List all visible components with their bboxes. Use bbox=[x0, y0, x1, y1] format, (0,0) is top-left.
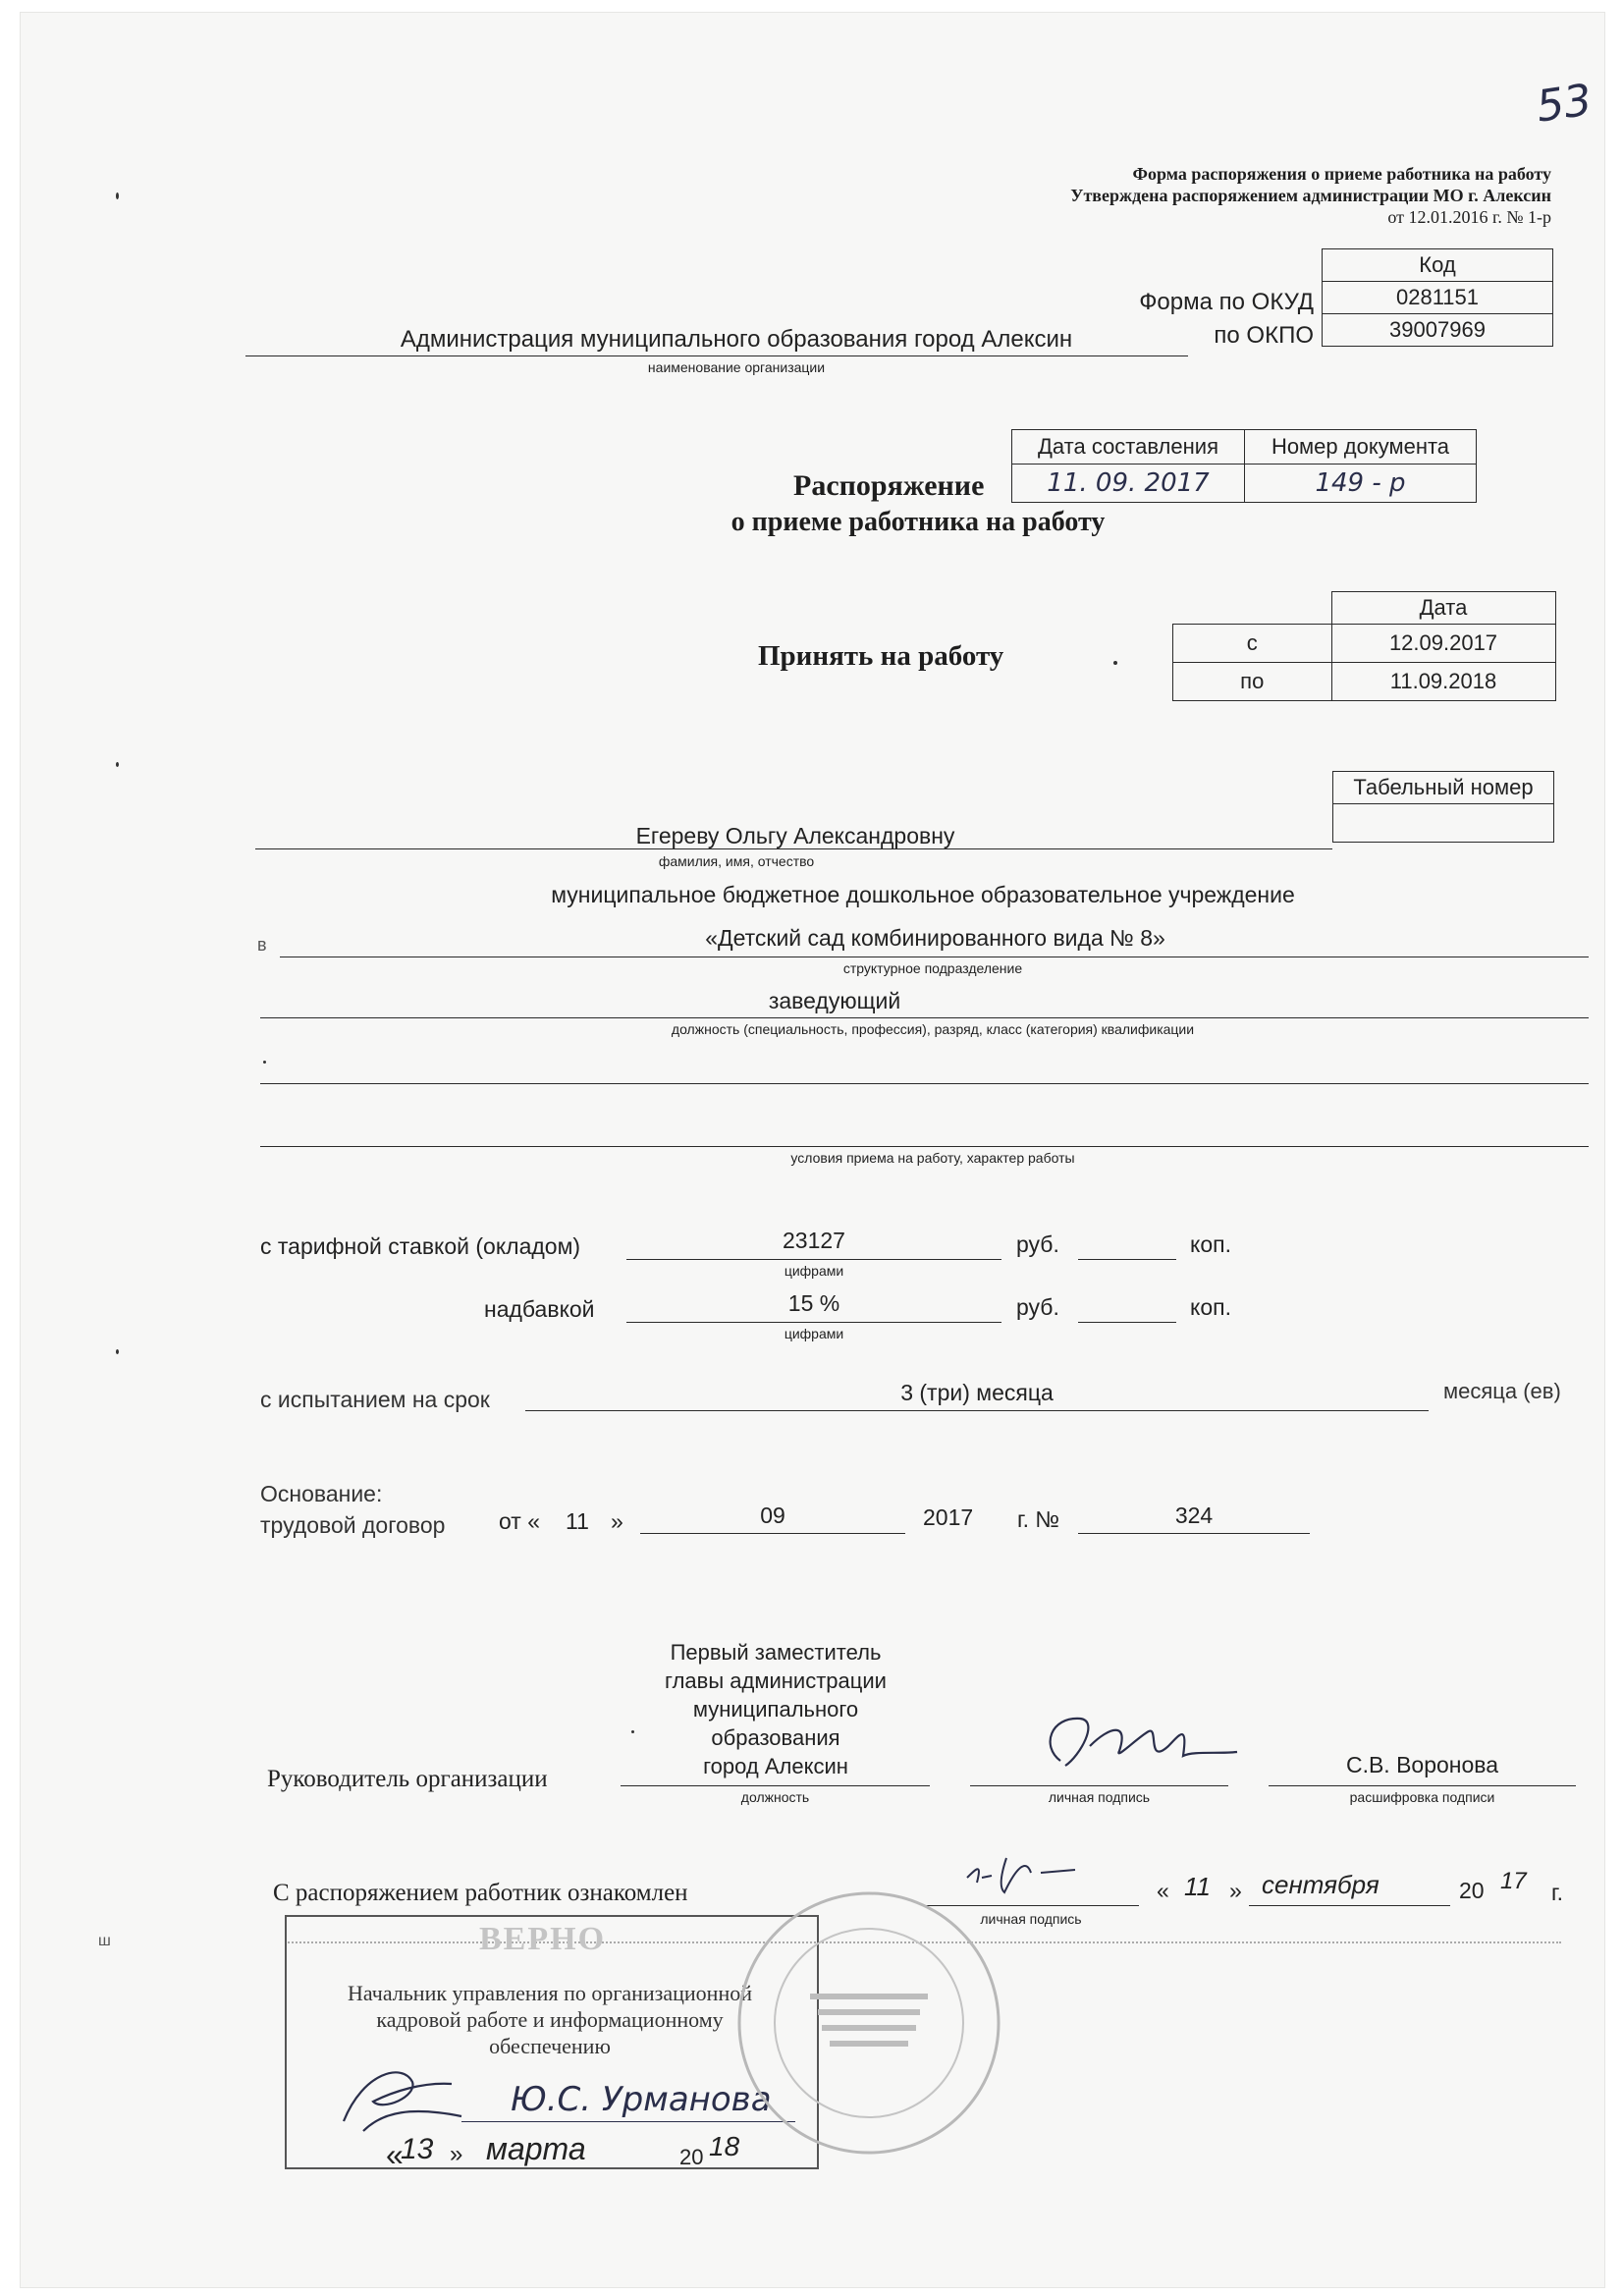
head-name-caption: расшифровка подписи bbox=[1349, 1789, 1495, 1805]
doc-number-header: Номер документа bbox=[1245, 430, 1477, 465]
stamp-verno: ВЕРНО bbox=[479, 1921, 607, 1957]
rate-value: 23127 bbox=[783, 1228, 845, 1253]
page-number: 53 bbox=[1533, 75, 1596, 133]
conditions-line-2 bbox=[260, 1146, 1589, 1147]
unit-caption: структурное подразделение bbox=[842, 960, 1023, 976]
acquaint-month: сентября bbox=[1262, 1870, 1380, 1899]
organization-caption: наименование организации bbox=[647, 359, 826, 375]
head-position-line-3: муниципального bbox=[692, 1697, 859, 1722]
rate-label: с тарифной ставкой (окладом) bbox=[260, 1233, 581, 1259]
form-header bbox=[1070, 163, 1551, 228]
from-value: 12.09.2017 bbox=[1331, 625, 1555, 663]
employee-name-line bbox=[255, 848, 1332, 849]
rate-rub: руб. bbox=[1016, 1231, 1059, 1257]
organization-line bbox=[245, 355, 1188, 356]
header-line-2: Утверждена распоряжением администрации МО г. Алексин bbox=[1070, 186, 1551, 205]
stamp-year-prefix: 20 bbox=[679, 2145, 704, 2169]
okud-label: Форма по ОКУД bbox=[1139, 289, 1314, 315]
probation-unit: месяца (ев) bbox=[1443, 1379, 1561, 1403]
acquaint-year-suffix: 17 bbox=[1500, 1868, 1527, 1894]
basis-number: 324 bbox=[1174, 1503, 1214, 1528]
speck bbox=[1113, 661, 1117, 665]
document-table bbox=[1011, 429, 1477, 503]
position-caption: должность (специальность, профессия), разряд, класс (категория) квалификации bbox=[671, 1021, 1195, 1037]
okpo-label: по ОКПО bbox=[1214, 322, 1314, 349]
stamp-text bbox=[295, 1980, 805, 2059]
bonus-value: 15 % bbox=[787, 1290, 840, 1316]
stamp-open-quote: « bbox=[386, 2137, 404, 2172]
stamp-signature bbox=[344, 2072, 461, 2131]
speck bbox=[116, 762, 119, 767]
head-position-line-5: город Алексин bbox=[703, 1754, 848, 1778]
seal-inner-ring bbox=[775, 1929, 963, 2117]
head-name: С.В. Воронова bbox=[1345, 1752, 1499, 1777]
basis-from-open: от « bbox=[499, 1508, 541, 1534]
bonus-kop-line bbox=[1078, 1322, 1176, 1323]
seal-text-mark bbox=[810, 1994, 928, 2047]
position-line bbox=[260, 1017, 1589, 1018]
employment-dates-table bbox=[1172, 591, 1556, 701]
conditions-line-1 bbox=[260, 1083, 1589, 1084]
doc-date-header: Дата составления bbox=[1012, 430, 1245, 465]
acquaint-open-quote: « bbox=[1157, 1878, 1169, 1903]
speck bbox=[116, 192, 119, 199]
stamp-line-1: Начальник управления по организационной bbox=[347, 1981, 753, 2005]
stamp-day: 13 bbox=[401, 2133, 434, 2165]
tab-number-value bbox=[1333, 804, 1554, 843]
head-signature-svg bbox=[1021, 1707, 1247, 1787]
stamp-signature-svg bbox=[324, 2062, 481, 2141]
employee-name: Егереву Ольгу Александровну bbox=[635, 823, 955, 848]
to-value: 11.09.2018 bbox=[1331, 663, 1555, 701]
unit-line-1: муниципальное бюджетное дошкольное образовательное учреждение bbox=[551, 882, 1295, 907]
head-signature bbox=[1051, 1719, 1237, 1766]
margin-mark: ш bbox=[98, 1933, 111, 1949]
document-subtitle: о приеме работника на работу bbox=[730, 507, 1106, 537]
position-value: заведующий bbox=[768, 988, 901, 1013]
employee-name-caption: фамилия, имя, отчество bbox=[658, 853, 815, 869]
bonus-line bbox=[626, 1322, 1001, 1323]
head-position-line bbox=[621, 1785, 930, 1786]
acquaint-g: г. bbox=[1551, 1880, 1563, 1905]
stamp-year-suffix: 18 bbox=[709, 2131, 740, 2161]
rate-caption: цифрами bbox=[784, 1263, 844, 1279]
head-position-line-2: главы администрации bbox=[665, 1668, 887, 1693]
acquaint-sign-caption: личная подпись bbox=[980, 1911, 1082, 1927]
basis-day: 11 bbox=[566, 1508, 589, 1534]
document-title: Распоряжение bbox=[793, 469, 985, 502]
acquaint-year-prefix: 20 bbox=[1459, 1878, 1485, 1903]
probation-line bbox=[525, 1410, 1429, 1411]
stamp-close-quote: » bbox=[450, 2141, 463, 2167]
head-sign-caption: личная подпись bbox=[1048, 1789, 1151, 1805]
from-label: с bbox=[1173, 625, 1332, 663]
acquaint-label: С распоряжением работник ознакомлен bbox=[273, 1880, 688, 1906]
head-position-caption: должность bbox=[740, 1789, 810, 1805]
okpo-value: 39007969 bbox=[1323, 314, 1553, 347]
to-label: по bbox=[1173, 663, 1332, 701]
stamp-handwritten-name: Ю.С. Урманова bbox=[511, 2080, 772, 2119]
head-position bbox=[628, 1638, 923, 1780]
head-sign-line bbox=[970, 1785, 1228, 1786]
stamp-month: марта bbox=[486, 2131, 586, 2166]
basis-doc: трудовой договор bbox=[260, 1512, 446, 1538]
acquaint-close-quote: » bbox=[1229, 1878, 1242, 1903]
header-line-3: от 12.01.2016 г. № 1-р bbox=[1387, 207, 1551, 227]
dates-blank bbox=[1173, 592, 1332, 625]
basis-label: Основание: bbox=[260, 1481, 383, 1506]
doc-date-value bbox=[1012, 465, 1245, 503]
tab-number-header: Табельный номер bbox=[1333, 772, 1554, 804]
basis-year-suffix: г. № bbox=[1017, 1506, 1060, 1532]
probation-value: 3 (три) месяца bbox=[900, 1380, 1054, 1405]
okud-value: 0281151 bbox=[1323, 282, 1553, 314]
rate-kop-line bbox=[1078, 1259, 1176, 1260]
organization-name: Администрация муниципального образования город Алексин bbox=[400, 326, 1073, 353]
doc-number-value bbox=[1245, 465, 1477, 503]
acquaint-month-line bbox=[1249, 1905, 1450, 1906]
dates-header: Дата bbox=[1331, 592, 1555, 625]
basis-month-line bbox=[640, 1533, 905, 1534]
bonus-caption: цифрами bbox=[784, 1326, 844, 1341]
head-label: Руководитель организации bbox=[267, 1766, 548, 1792]
round-seal bbox=[731, 1886, 1006, 2160]
bonus-label: надбавкой bbox=[484, 1296, 595, 1322]
basis-year: 2017 bbox=[923, 1504, 974, 1530]
unit-prefix: в bbox=[257, 935, 267, 955]
rate-line bbox=[626, 1259, 1001, 1260]
conditions-caption: условия приема на работу, характер работы bbox=[790, 1150, 1075, 1166]
code-header: Код bbox=[1323, 249, 1553, 282]
bonus-rub: руб. bbox=[1016, 1294, 1059, 1320]
speck bbox=[263, 1061, 266, 1064]
head-position-line-1: Первый заместитель bbox=[670, 1640, 882, 1665]
rate-kop: коп. bbox=[1190, 1231, 1231, 1257]
head-position-line-4: образования bbox=[711, 1725, 840, 1750]
doc-number-text: 149 - р bbox=[1315, 468, 1406, 498]
basis-number-line bbox=[1078, 1533, 1310, 1534]
head-name-line bbox=[1269, 1785, 1576, 1786]
probation-label: с испытанием на срок bbox=[260, 1387, 490, 1412]
header-line-1: Форма распоряжения о приеме работника на работу bbox=[1132, 164, 1551, 184]
acquaint-day: 11 bbox=[1184, 1872, 1211, 1901]
basis-from-close: » bbox=[611, 1508, 623, 1534]
stamp-line-3: обеспечению bbox=[489, 2034, 611, 2058]
speck bbox=[116, 1349, 119, 1354]
tab-number-table bbox=[1332, 771, 1554, 843]
unit-line-2: «Детский сад комбинированного вида № 8» bbox=[705, 925, 1165, 951]
employment-heading: Принять на работу bbox=[758, 640, 1004, 672]
doc-date-text: 11. 09. 2017 bbox=[1047, 468, 1210, 498]
stamp-line-2: кадровой работе и информационному bbox=[376, 2007, 724, 2032]
basis-month: 09 bbox=[760, 1503, 785, 1528]
speck bbox=[631, 1730, 634, 1733]
seal-outer-ring bbox=[739, 1893, 999, 2153]
bonus-kop: коп. bbox=[1190, 1294, 1231, 1320]
codes-table bbox=[1322, 248, 1553, 347]
